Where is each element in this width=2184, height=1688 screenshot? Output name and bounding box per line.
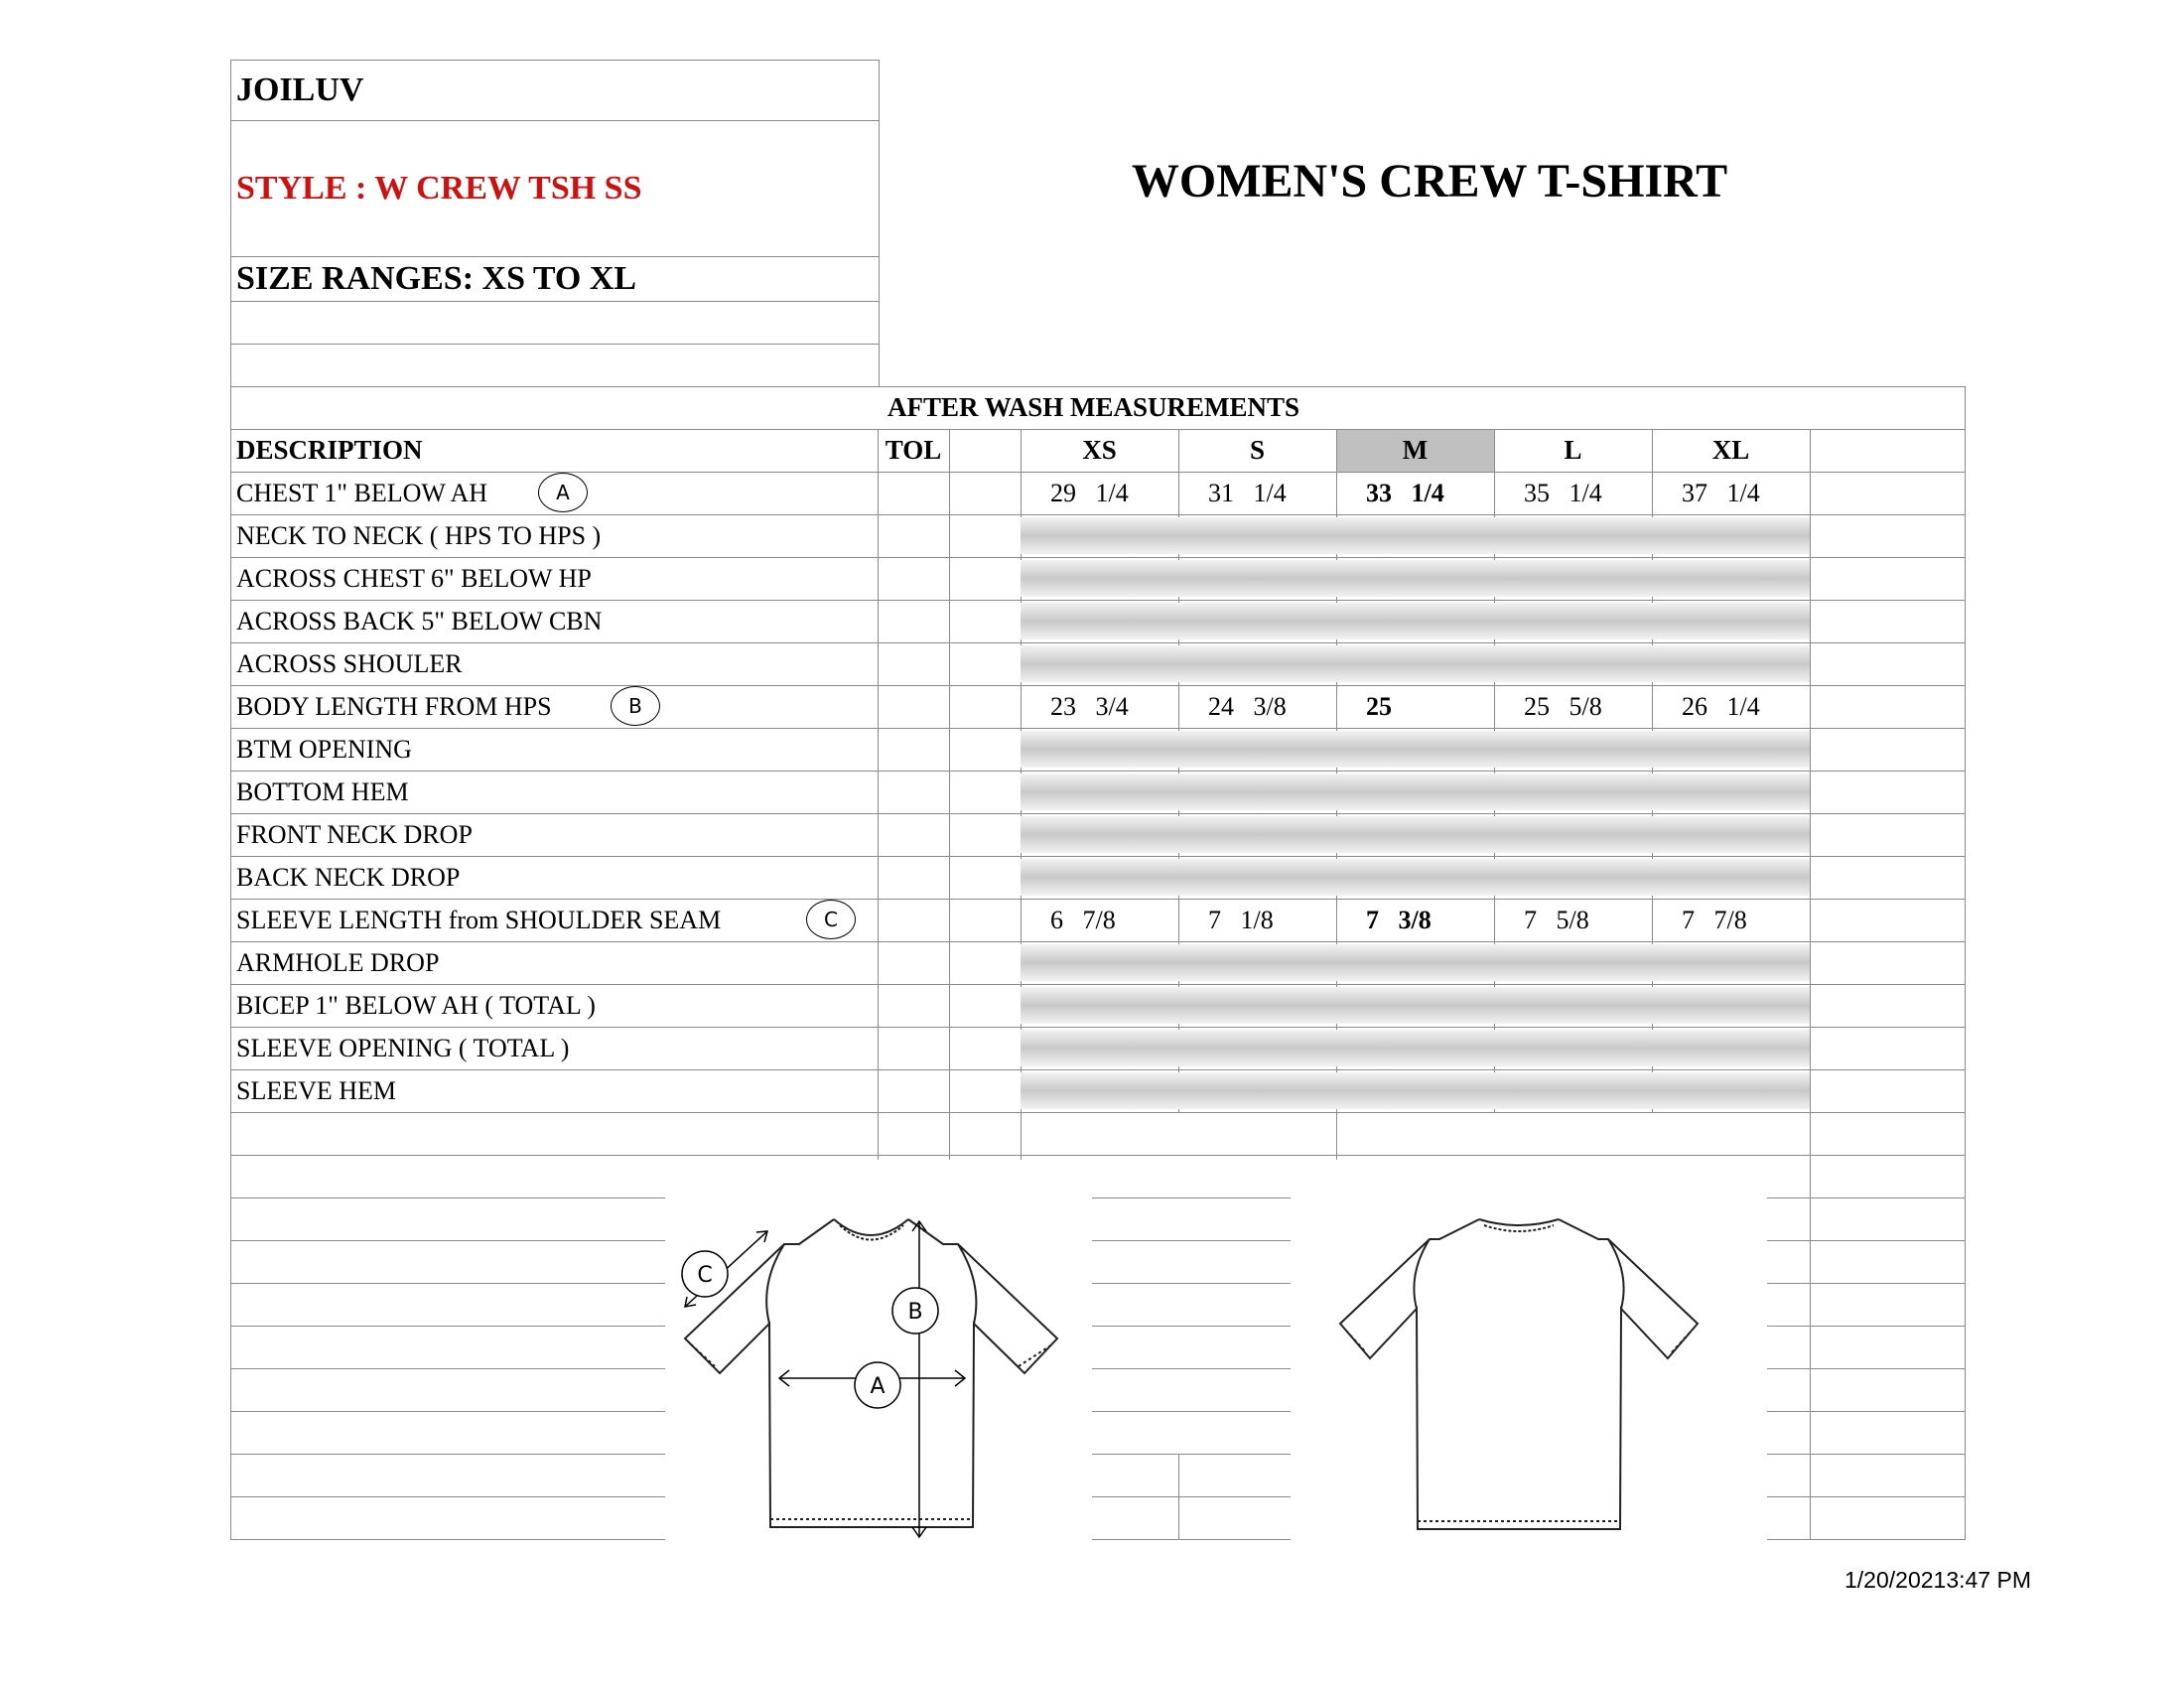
measurement-value: 7 1/8 bbox=[1208, 906, 1274, 934]
measurement-description: SLEEVE OPENING ( TOTAL ) bbox=[236, 1034, 570, 1062]
obscured-values bbox=[1021, 944, 1810, 981]
brand-cell bbox=[231, 61, 879, 121]
table-row bbox=[230, 1112, 1965, 1155]
measurement-description: ACROSS BACK 5" BELOW CBN bbox=[236, 607, 603, 635]
brand-name: JOILUV bbox=[236, 71, 364, 108]
empty-header-row bbox=[231, 345, 879, 387]
measurement-marker-a: A bbox=[538, 473, 588, 512]
measurement-description: SLEEVE HEM bbox=[236, 1076, 397, 1105]
measurement-value: 7 3/8 bbox=[1366, 906, 1432, 934]
tolerance-header: TOL bbox=[885, 435, 942, 465]
size-header-s: S bbox=[1249, 435, 1266, 465]
diagram-marker-b-label: B bbox=[907, 1300, 923, 1325]
measurement-value: 33 1/4 bbox=[1366, 479, 1444, 507]
style-label: STYLE : W CREW TSH SS bbox=[236, 170, 642, 207]
obscured-values bbox=[1021, 603, 1810, 639]
measurement-description: CHEST 1" BELOW AH bbox=[236, 479, 488, 507]
obscured-values bbox=[1021, 859, 1810, 896]
measurement-value: 25 5/8 bbox=[1524, 692, 1602, 721]
diagram-marker-c bbox=[682, 1251, 728, 1297]
obscured-values bbox=[1021, 1030, 1810, 1066]
measurement-value: 29 1/4 bbox=[1050, 479, 1129, 507]
measurement-value: 37 1/4 bbox=[1682, 479, 1760, 507]
obscured-values bbox=[1021, 517, 1810, 554]
table-column-divider bbox=[1965, 386, 1966, 1539]
measurement-description: NECK TO NECK ( HPS TO HPS ) bbox=[236, 521, 602, 550]
obscured-values bbox=[1021, 1072, 1810, 1109]
measurement-value: 7 7/8 bbox=[1682, 906, 1747, 934]
measurement-marker-b: B bbox=[611, 686, 660, 726]
size-range-cell bbox=[231, 257, 879, 302]
measurement-value: 6 7/8 bbox=[1050, 906, 1116, 934]
measurement-description: BOTTOM HEM bbox=[236, 777, 409, 806]
table-column-divider bbox=[1178, 1454, 1179, 1539]
measurement-description: FRONT NECK DROP bbox=[236, 820, 473, 849]
measurement-value: 25 bbox=[1366, 692, 1392, 721]
header-block bbox=[230, 60, 880, 387]
diagram-marker-b bbox=[892, 1288, 938, 1334]
back-tshirt-diagram bbox=[1291, 1160, 1767, 1577]
size-header-xl: XL bbox=[1711, 435, 1750, 465]
diagram-marker-c-label: C bbox=[697, 1263, 713, 1288]
obscured-values bbox=[1021, 774, 1810, 810]
empty-header-row bbox=[231, 302, 879, 345]
print-timestamp: 1/20/20213:47 PM bbox=[1844, 1567, 2031, 1593]
measurement-value: 31 1/4 bbox=[1208, 479, 1287, 507]
obscured-values bbox=[1021, 731, 1810, 768]
obscured-values bbox=[1021, 816, 1810, 853]
table-column-divider bbox=[230, 386, 231, 1539]
measurement-value: 7 5/8 bbox=[1524, 906, 1589, 934]
measurement-description: BACK NECK DROP bbox=[236, 863, 461, 892]
front-tshirt-diagram bbox=[665, 1160, 1092, 1577]
size-header-m: M bbox=[1402, 435, 1429, 465]
measurement-description: ACROSS SHOULER bbox=[236, 649, 463, 678]
measurement-description: ARMHOLE DROP bbox=[236, 948, 440, 977]
size-range-label: SIZE RANGES: XS TO XL bbox=[236, 260, 637, 297]
measurement-description: BICEP 1" BELOW AH ( TOTAL ) bbox=[236, 991, 596, 1020]
obscured-values bbox=[1021, 987, 1810, 1024]
size-header-xs: XS bbox=[1082, 435, 1117, 465]
measurement-value: 26 1/4 bbox=[1682, 692, 1760, 721]
obscured-values bbox=[1021, 560, 1810, 597]
diagram-marker-a-label: A bbox=[870, 1374, 886, 1399]
measurement-value: 23 3/4 bbox=[1050, 692, 1129, 721]
measurement-marker-c: C bbox=[806, 900, 856, 939]
size-header-l: L bbox=[1564, 435, 1582, 465]
measurement-description: BODY LENGTH FROM HPS bbox=[236, 692, 552, 721]
description-header: DESCRIPTION bbox=[236, 435, 423, 465]
diagram-marker-a bbox=[855, 1362, 900, 1408]
table-column-divider bbox=[1810, 429, 1811, 1539]
measurement-description: ACROSS CHEST 6" BELOW HP bbox=[236, 564, 592, 593]
obscured-values bbox=[1021, 645, 1810, 682]
measurement-value: 24 3/8 bbox=[1208, 692, 1287, 721]
measurement-description: SLEEVE LENGTH from SHOULDER SEAM bbox=[236, 906, 722, 934]
measurement-value: 35 1/4 bbox=[1524, 479, 1602, 507]
section-title: AFTER WASH MEASUREMENTS bbox=[887, 392, 1300, 422]
page-title: WOMEN'S CREW T-SHIRT bbox=[1131, 155, 1728, 208]
measurement-description: BTM OPENING bbox=[236, 735, 412, 764]
style-cell bbox=[231, 121, 879, 257]
